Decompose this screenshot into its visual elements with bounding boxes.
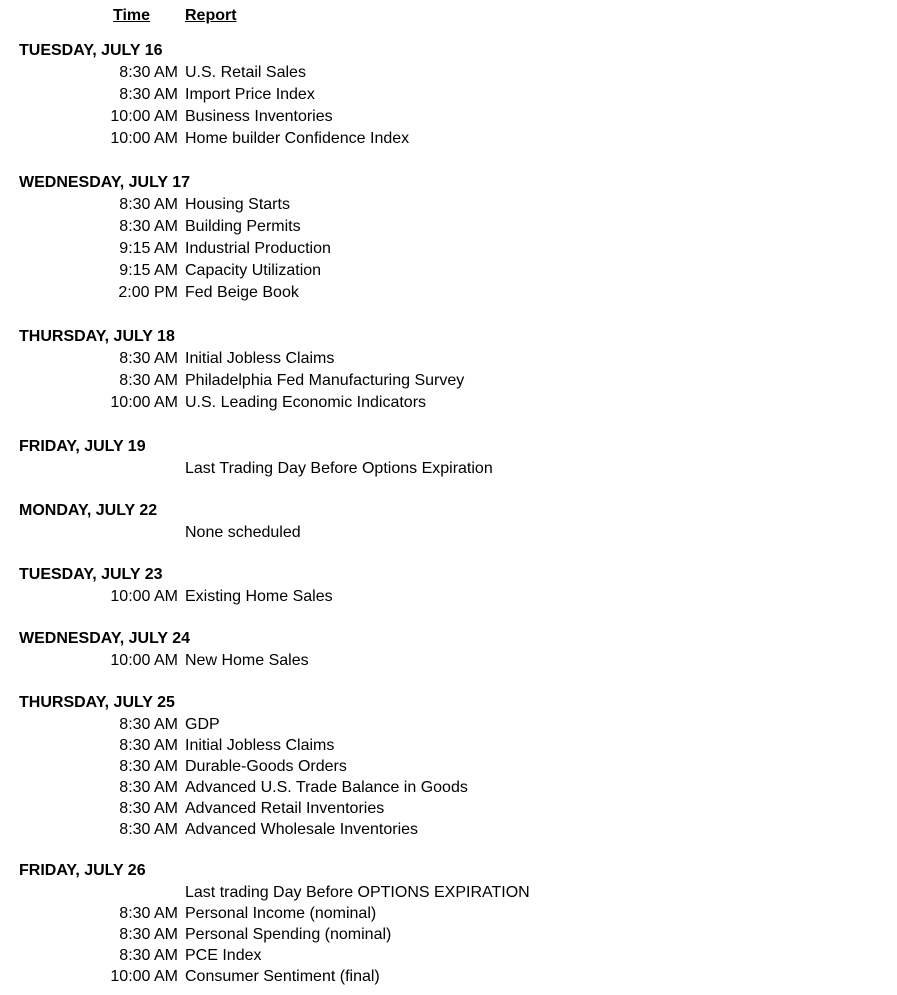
report-column-header: Report	[185, 7, 237, 24]
day-heading: THURSDAY, JULY 25	[19, 694, 175, 711]
event-time: 9:15 AM	[119, 240, 178, 257]
event-time: 10:00 AM	[110, 108, 178, 125]
event-report: Import Price Index	[185, 86, 315, 103]
day-heading: THURSDAY, JULY 18	[19, 328, 175, 345]
event-report: GDP	[185, 716, 220, 733]
event-report: None scheduled	[185, 524, 301, 541]
event-time: 9:15 AM	[119, 262, 178, 279]
event-time: 8:30 AM	[119, 821, 178, 838]
event-time: 8:30 AM	[119, 196, 178, 213]
day-section	[0, 326, 897, 414]
event-row	[0, 882, 897, 903]
section-spacer	[0, 608, 897, 628]
event-row	[0, 370, 897, 392]
event-time: 8:30 AM	[119, 926, 178, 943]
event-row	[0, 238, 897, 260]
event-row	[0, 819, 897, 840]
section-spacer	[0, 672, 897, 692]
event-report: Housing Starts	[185, 196, 290, 213]
event-report: Advanced U.S. Trade Balance in Goods	[185, 779, 468, 796]
event-row	[0, 966, 897, 987]
event-row	[0, 348, 897, 370]
event-report: Home builder Confidence Index	[185, 130, 410, 147]
event-time: 8:30 AM	[119, 64, 178, 81]
day-section	[0, 500, 897, 544]
event-row	[0, 735, 897, 756]
event-report: Consumer Sentiment (final)	[185, 968, 380, 985]
event-time: 8:30 AM	[119, 737, 178, 754]
event-row	[0, 903, 897, 924]
event-report: Initial Jobless Claims	[185, 737, 335, 754]
day-section	[0, 40, 897, 150]
event-row	[0, 777, 897, 798]
event-report: Building Permits	[185, 218, 301, 235]
event-row	[0, 714, 897, 735]
day-heading: FRIDAY, JULY 19	[19, 438, 146, 455]
section-spacer	[0, 150, 897, 172]
event-report: Capacity Utilization	[185, 262, 322, 279]
event-row	[0, 260, 897, 282]
event-report: Advanced Retail Inventories	[185, 800, 385, 817]
event-row	[0, 650, 897, 672]
section-spacer	[0, 544, 897, 564]
section-spacer	[0, 840, 897, 860]
event-time: 8:30 AM	[119, 716, 178, 733]
section-spacer	[0, 480, 897, 500]
event-row	[0, 194, 897, 216]
event-time: 10:00 AM	[110, 652, 178, 669]
event-time: 8:30 AM	[119, 218, 178, 235]
event-time: 10:00 AM	[110, 968, 178, 985]
event-report: Philadelphia Fed Manufacturing Survey	[185, 372, 465, 389]
event-report: U.S. Retail Sales	[185, 64, 306, 81]
event-report: Last Trading Day Before Options Expiration	[185, 460, 493, 477]
day-section	[0, 172, 897, 304]
event-report: PCE Index	[185, 947, 262, 964]
event-time: 8:30 AM	[119, 86, 178, 103]
section-spacer	[0, 304, 897, 326]
event-time: 10:00 AM	[110, 130, 178, 147]
event-time: 8:30 AM	[119, 905, 178, 922]
day-section	[0, 860, 897, 987]
event-row	[0, 586, 897, 608]
event-row	[0, 522, 897, 544]
event-time: 2:00 PM	[118, 284, 178, 301]
day-heading: WEDNESDAY, JULY 24	[19, 630, 191, 647]
column-header-row	[0, 7, 897, 29]
day-heading: TUESDAY, JULY 23	[19, 566, 163, 583]
event-time: 8:30 AM	[119, 947, 178, 964]
event-report: Industrial Production	[185, 240, 331, 257]
event-time: 10:00 AM	[110, 588, 178, 605]
event-row	[0, 756, 897, 777]
day-heading: FRIDAY, JULY 26	[19, 862, 146, 879]
event-report: Personal Spending (nominal)	[185, 926, 392, 943]
event-row	[0, 282, 897, 304]
day-heading: MONDAY, JULY 22	[19, 502, 158, 519]
event-row	[0, 392, 897, 414]
event-time: 8:30 AM	[119, 779, 178, 796]
event-report: Business Inventories	[185, 108, 333, 125]
event-time: 8:30 AM	[119, 350, 178, 367]
event-row	[0, 106, 897, 128]
time-column-header: Time	[113, 7, 151, 24]
event-row	[0, 128, 897, 150]
event-report: Fed Beige Book	[185, 284, 299, 301]
event-report: Personal Income (nominal)	[185, 905, 377, 922]
event-time: 10:00 AM	[110, 394, 178, 411]
event-report: New Home Sales	[185, 652, 309, 669]
event-time: 8:30 AM	[119, 800, 178, 817]
event-time: 8:30 AM	[119, 758, 178, 775]
event-row	[0, 924, 897, 945]
day-section	[0, 564, 897, 608]
event-report: Last trading Day Before OPTIONS EXPIRATION	[185, 884, 530, 901]
event-row	[0, 458, 897, 480]
section-spacer	[0, 414, 897, 436]
event-report: Advanced Wholesale Inventories	[185, 821, 419, 838]
event-row	[0, 216, 897, 238]
event-row	[0, 945, 897, 966]
event-report: Existing Home Sales	[185, 588, 333, 605]
event-row	[0, 62, 897, 84]
schedule-list	[0, 40, 897, 987]
event-report: U.S. Leading Economic Indicators	[185, 394, 427, 411]
day-section	[0, 628, 897, 672]
day-heading: WEDNESDAY, JULY 17	[19, 174, 191, 191]
day-heading: TUESDAY, JULY 16	[19, 42, 163, 59]
day-section	[0, 692, 897, 840]
event-row	[0, 84, 897, 106]
event-report: Durable-Goods Orders	[185, 758, 347, 775]
event-report: Initial Jobless Claims	[185, 350, 335, 367]
event-row	[0, 798, 897, 819]
day-section	[0, 436, 897, 480]
event-time: 8:30 AM	[119, 372, 178, 389]
